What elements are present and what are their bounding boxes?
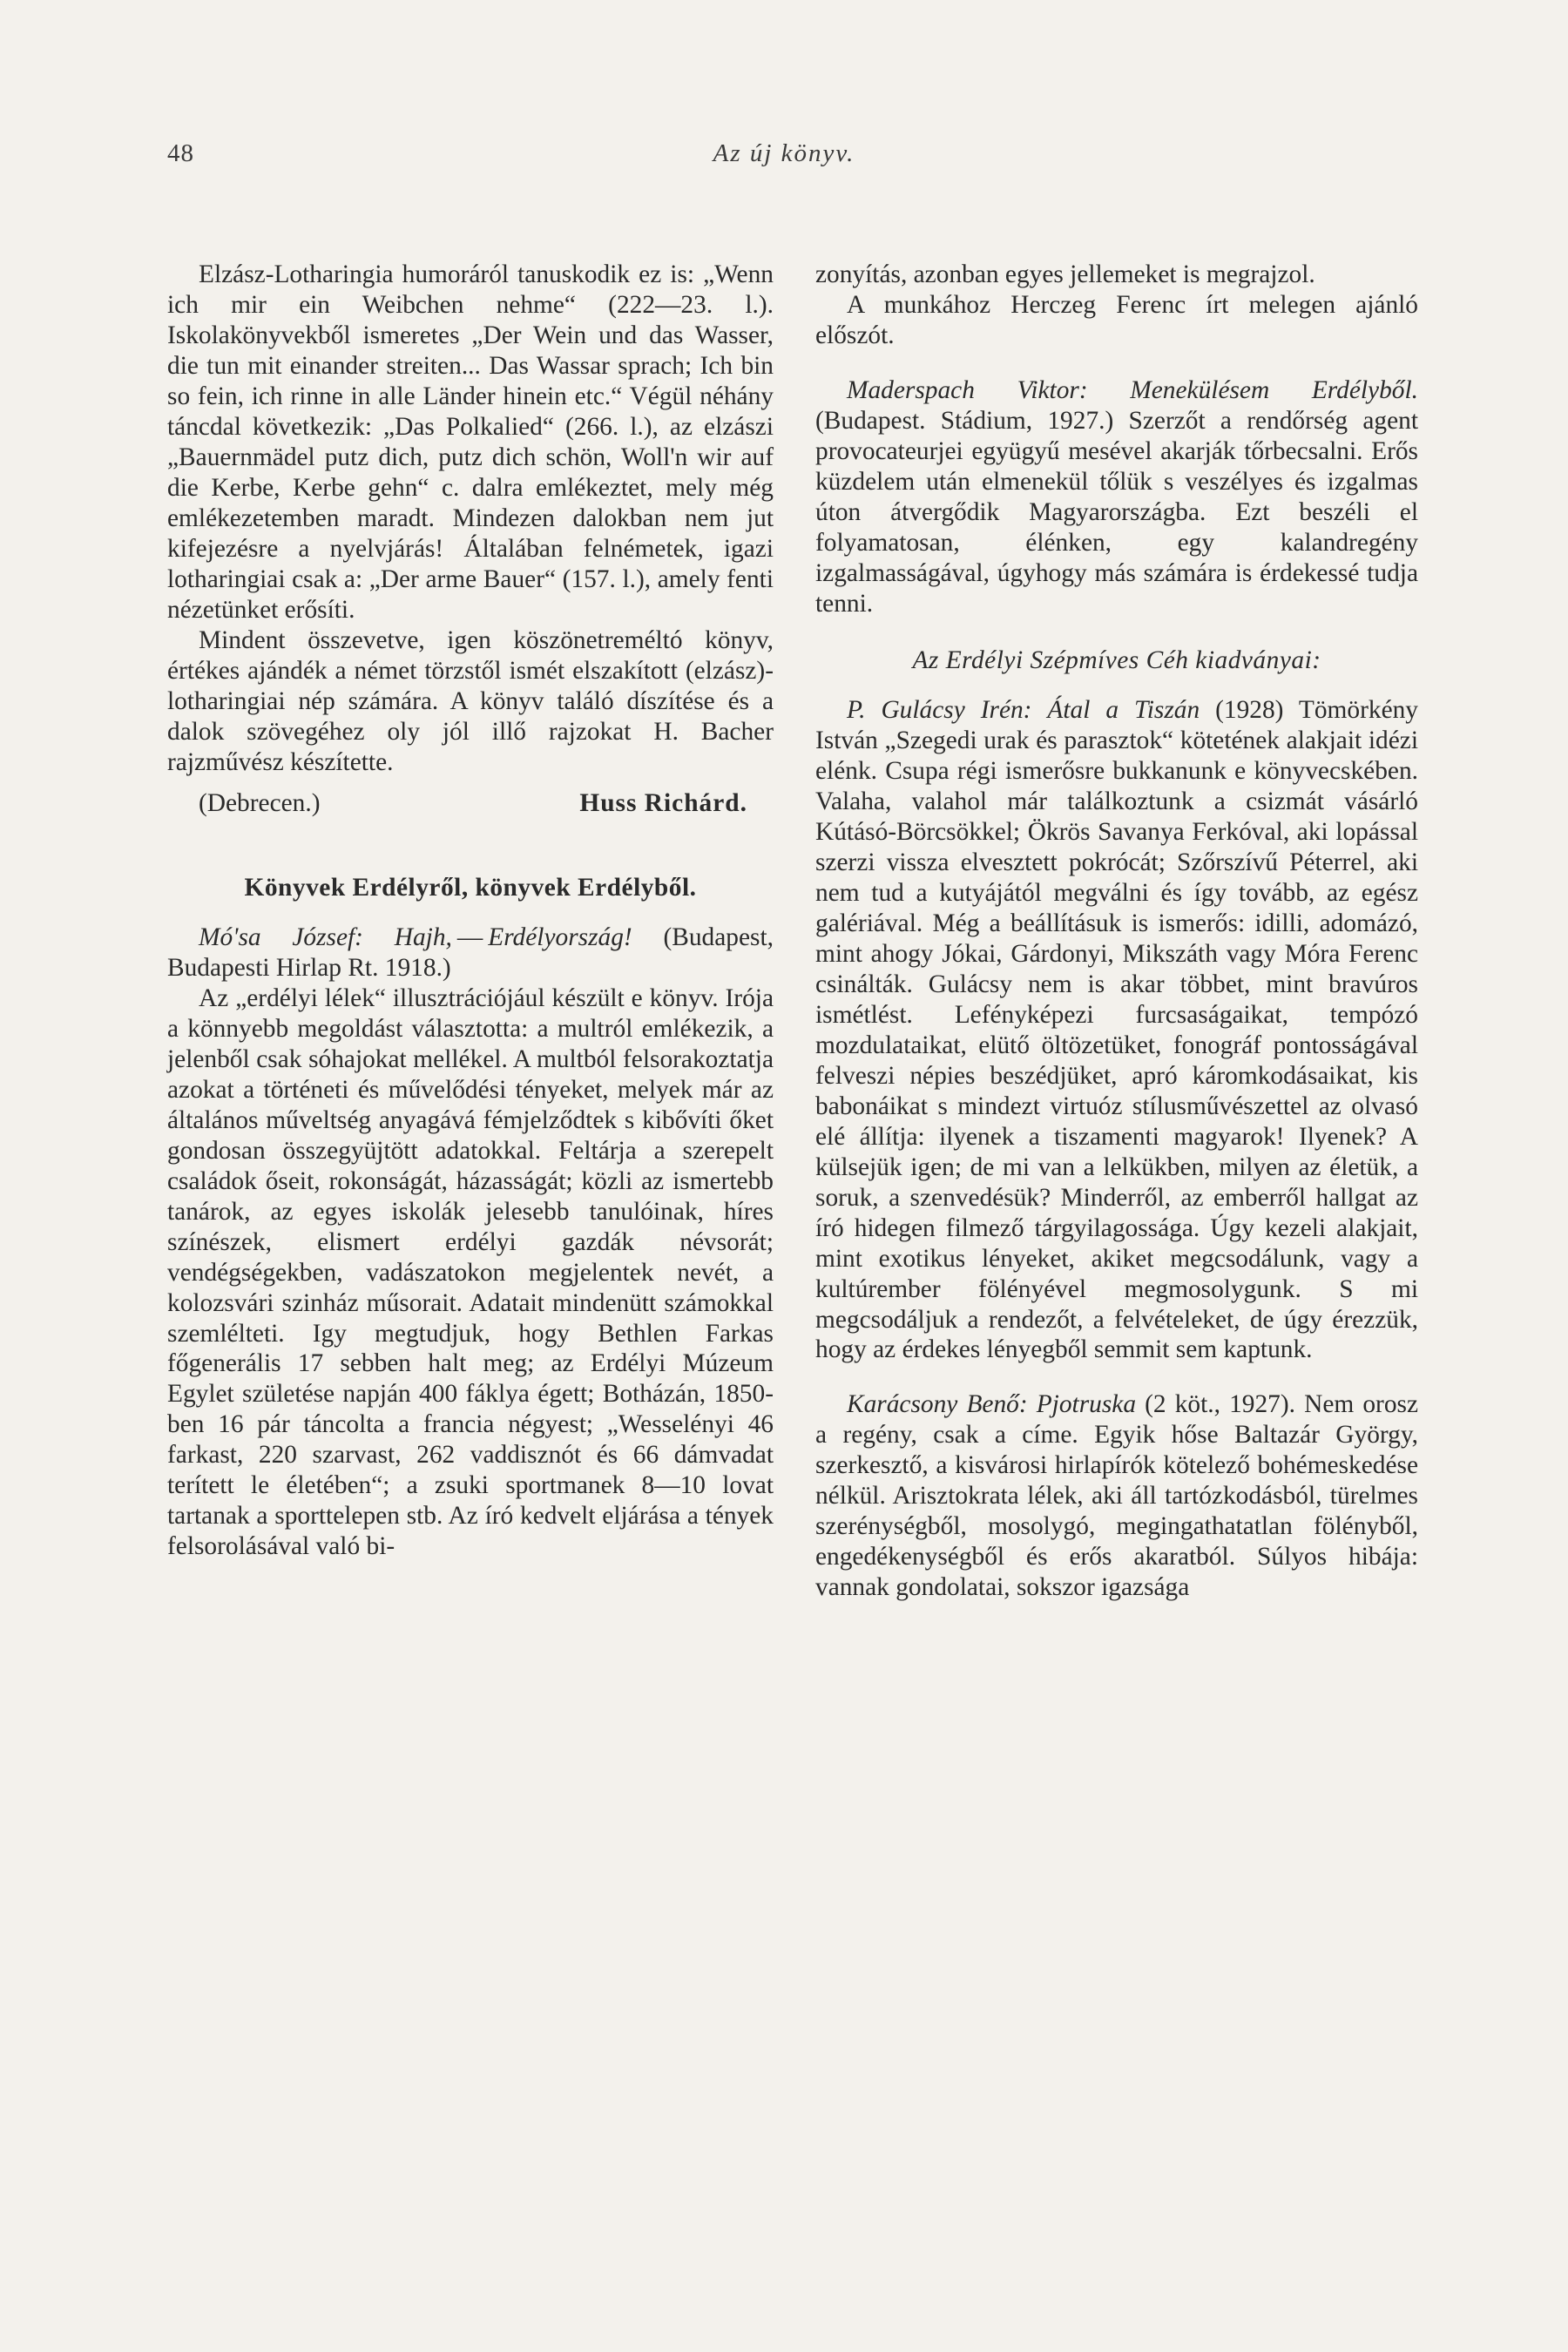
page-number: 48 (167, 139, 194, 167)
book-review (815, 695, 1418, 1366)
running-title: Az új könyv. (713, 139, 855, 167)
reference-separator: — (456, 923, 483, 951)
section-heading: Könyvek Erdélyről, könyvek Erdélyből. (244, 873, 697, 902)
paragraph: Az „erdélyi lélek“ illusztrációjául készült e könyv. Irója a könnyebb megoldást választotta: a multról emlékezik, a jelenből csak sóhajokat mellékel. A multból felsorakoztatja azokat a történeti és művelődési tényeket, melyek már az általános műveltség anyagává fémjelződtek s kibővíti őket gondosan összegyüjtött adatokkal. Feltárja a szerepelt családok őseit, rokonságát, házasságát; közli az ismertebb tanárok, az egyes iskolák jelesebb tanulóinak, híres színészek, elismert erdélyi gazdák névsorát; vendégségekben, vadászatokon megjelentek nevét, a kolozsvári szinház műsorait. Adatait mindenütt számokkal szemlélteti. Igy megtudjuk, hogy Bethlen Farkas főgenerális 17 sebben halt meg; az Erdélyi Múzeum Egylet születése napján 400 fáklya égett; Botházán, 1850-ben 16 pár táncolta a francia négyest; „Wesselényi 46 farkast, 220 szarvast, 262 vaddisznót és 66 dámvadat terített le életében“; a zsuki sportmanek 8—10 lovat tartanak a sporttelepen stb. Az író kedvelt eljárása a tények felsorolásával való bi- (167, 983, 774, 1561)
page-header (167, 139, 1401, 174)
review-text: (Budapest. Stádium, 1927.) Szerzőt a rendőrség agent provocateurjei együgyű mesével akarják tőrbecsalni. Erős küzdelem után elmenekül tőlük s veszélyes és izgalmas úton átvergődik Magyarországba. Ezt beszéli el folyamatosan, élénken, egy kalandregény izgalmasságával, úgyhogy más számára is érdekessé tudja tenni. (815, 406, 1418, 618)
reference-author: Karácsony Benő: Pjotruska (847, 1390, 1137, 1419)
book-review (815, 375, 1418, 619)
reference-author: Maderspach Viktor: Menekülésem Erdélyből. (847, 375, 1418, 404)
book-reference (167, 923, 774, 983)
reference-author: P. Gulácsy Irén: Átal a Tiszán (847, 695, 1200, 724)
reference-title: Erdélyország! (488, 923, 632, 951)
paragraph: A munkához Herczeg Ferenc írt melegen ajánló előszót. (815, 290, 1418, 349)
review-text: (2 köt., 1927). Nem orosz a regény, csak a címe. Egyik hőse Baltazár György, szerkesztő, a kisvárosi hirlapírók kötelező bohémeskedése nélkül. Arisztokrata lélek, aki áll tartózkodásból, türelmes szerénységből, mosolygó, megingathatatlan fölényből, engedékenységből és erős akaratból. Súlyos hibája: vannak gondolatai, sokszor igazsága (815, 1390, 1418, 1602)
reference-author: Mó'sa József: Hajh, (199, 923, 452, 951)
signature-place: (Debrecen.) (199, 788, 321, 817)
paragraph: Mindent összevetve, igen köszönetreméltó könyv, értékes ajándék a német törzstől ismét elszakított (elzász)-lotharingiai nép számára. A könyv találó díszítése és a dalok szövegéhez oly jól illő rajzokat H. Bacher rajzművész készítette. (167, 625, 774, 776)
signature-author: Huss Richárd. (579, 788, 747, 817)
book-review (815, 1389, 1418, 1603)
review-text: (1928) Tömörkény István „Szegedi urak és parasztok“ kötetének alakjait idézi elénk. Csupa régi ismerősre bukkanunk e könyvecskében. Valaha, valahol már találkoztunk a csizmát vásárló Kútásó-Börcsökkel; Ökrös Savanya Ferkóval, aki lopással szerzi vissza elvesztett pokrócát; Szőrszívű Péterrel, aki nem tud a kutyájától megválni és így tovább, az egész galériával. Még a beállításuk is ismerős: idilli, adomázó, mint ahogy Jókai, Gárdonyi, Mikszáth vagy Móra Ferenc csinálták. Gulácsy nem is akar többet, mint bravúros ismétlést. Lefényképezi furcsaságaikat, tempózó mozdulataikat, elütő öltözetüket, fonográf pontosságával felveszi népies beszédjüket, apró káromkodásaikat, kis babonáikat s mindezt virtuóz stílusművészettel az olvasó elé állítja: ilyenek a tiszamenti magyarok! Ilyenek? A külsejük igen; de mi van a lelkükben, milyen az életük, a soruk, a szenvedésük? Minderről, az emberről hallgat az író hidegen filmező tárgyilagossága. Úgy kezeli alakjait, mint exotikus lényeket, akiket megcsodálunk, vagy a kultúrember fölényével megmosolygunk. S mi megcsodáljuk a rendezőt, a felvételeket, de úgy érezzük, hogy az érdekes lényegből semmit sem kaptunk. (815, 695, 1419, 1364)
left-column (167, 260, 774, 1562)
review-signature (167, 788, 774, 819)
right-column (815, 260, 1418, 1603)
paragraph-continuation: zonyítás, azonban egyes jellemeket is megrajzol. (815, 260, 1315, 288)
reference-publisher: (Budapest, Budapesti Hirlap Rt. 1918.) (167, 923, 774, 982)
subheading: Az Erdélyi Szépmíves Céh kiadványai: (912, 645, 1321, 674)
paragraph: Elzász-Lotharingia humoráról tanuskodik ez is: „Wenn ich mir ein Weibchen nehme“ (222—23. l.). Iskolakönyvekből ismeretes „Der Wein und das Wasser, die tun mit einander streiten... Das Wassar sprach; Ich bin so fein, ich rinne in alle Länder hinein etc.“ Végül néhány táncdal következik: „Das Polkalied“ (266. l.), az elzászi „Bauernmädel putz dich, putz dich schön, Woll'n wir auf die Kerbe, Kerbe gehn“ c. dalra emlékeztet, mely még emlékezetemben maradt. Mindezen dalokban nem jut kifejezésre a nyelvjárás! Általában felnémetek, igazi lotharingiai csak a: „Der arme Bauer“ (157. l.), amely fenti nézetünket erősíti. (167, 260, 774, 624)
